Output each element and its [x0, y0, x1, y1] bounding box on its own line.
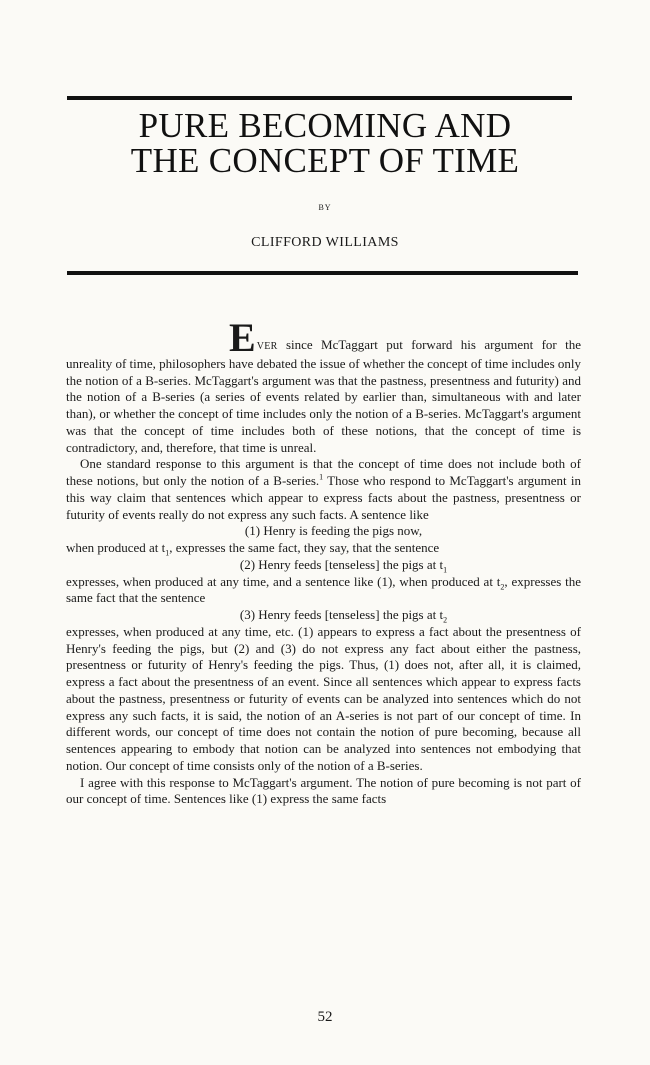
- paragraph-4-text-b: , expresses the same fact that the sentence: [66, 573, 581, 606]
- top-rule: [67, 96, 572, 100]
- opening-small-caps: VER: [256, 341, 278, 352]
- paragraph-3-text-a: when produced at t: [66, 540, 166, 555]
- paragraph-2-text-a: One standard response to this argument is that the concept of time does not include both of these notions, but only the notion of a B-series.: [66, 456, 581, 488]
- subscript-t2: 2: [500, 582, 505, 592]
- byline-label: BY: [318, 203, 332, 212]
- paragraph-2: [66, 456, 581, 523]
- paragraph-5: expresses, when produced at any time, etc. (1) appears to express a fact about the presentness of Henry's feeding the pigs, but (2) and (3) do not express any fact about either the pastness, presentness or futurity of Henry's feeding the pigs. Thus, (1) does not, after all, it is claimed, express a fact about the presentness of an event. Since all sentences which appear to express facts about the pastness, presentness or futurity of events can be analyzed into sentences which do not express any such facts, it is said, the notion of an A-series is not part of our concept of time. In different words, our concept of time does not contain the notion of pure becoming, because all sentences appearing to embody that notion can be analyzed into sentences not embodying that notion. Our concept of time consists only of the notion of a B-series.: [66, 623, 581, 773]
- paragraph-6: I agree with this response to McTaggart's argument. The notion of pure becoming is not part of our concept of time. Sentences like (1) express the same facts: [66, 774, 581, 807]
- page-number: 52: [317, 1009, 333, 1025]
- paragraph-1: [66, 315, 581, 456]
- paragraph-3: [66, 540, 581, 557]
- bottom-rule: [67, 271, 578, 275]
- title-line-2: THE CONCEPT OF TIME: [130, 141, 520, 180]
- paragraph-1-text: since McTaggart put forward his argument for the unreality of time, philosophers have debated the issue of whether the concept of time includes only the notion of a B-series. McTaggart's argument was that the pastness, presentness and futurity) and the notion of a B-series (a series of events related by earlier than, simultaneous with and later than), or whether the concept of time includes only the notion of a B-series. McTaggart's argument was that the concept of time includes both of these notions, that the concept of time is contradictory, and, therefore, that time is unreal.: [66, 337, 581, 455]
- subscript-t1: 1: [165, 548, 170, 558]
- paragraph-3-text-b: , expresses the same fact, they say, that the sentence: [169, 540, 440, 555]
- footnote-marker: 1: [319, 472, 324, 482]
- example-2-text: (2) Henry feeds [tenseless] the pigs at t: [239, 556, 444, 572]
- example-3-subscript: 2: [443, 615, 448, 625]
- example-sentence-2: [66, 557, 581, 574]
- author-name: CLIFFORD WILLIAMS: [251, 235, 399, 250]
- drop-cap: E: [229, 315, 256, 360]
- article-body: [66, 315, 581, 808]
- example-3-text: (3) Henry feeds [tenseless] the pigs at t: [239, 607, 444, 622]
- paragraph-2-text-b: Those who respond to McTaggart's argument in this way claim that sentences which appear to express facts about the pastness, presentness or futurity of events really do not express any such facts. A sentence like: [66, 473, 581, 522]
- paragraph-4: [66, 574, 581, 608]
- example-2-subscript: 1: [443, 565, 448, 575]
- paragraph-4-text-a: expresses, when produced at any time, and a sentence like (1), when produced at t: [66, 573, 501, 589]
- title-line-1: PURE BECOMING AND: [138, 106, 512, 145]
- article-title: [0, 108, 650, 178]
- example-sentence-3: [66, 607, 581, 624]
- example-sentence-1: (1) Henry is feeding the pigs now,: [244, 523, 423, 539]
